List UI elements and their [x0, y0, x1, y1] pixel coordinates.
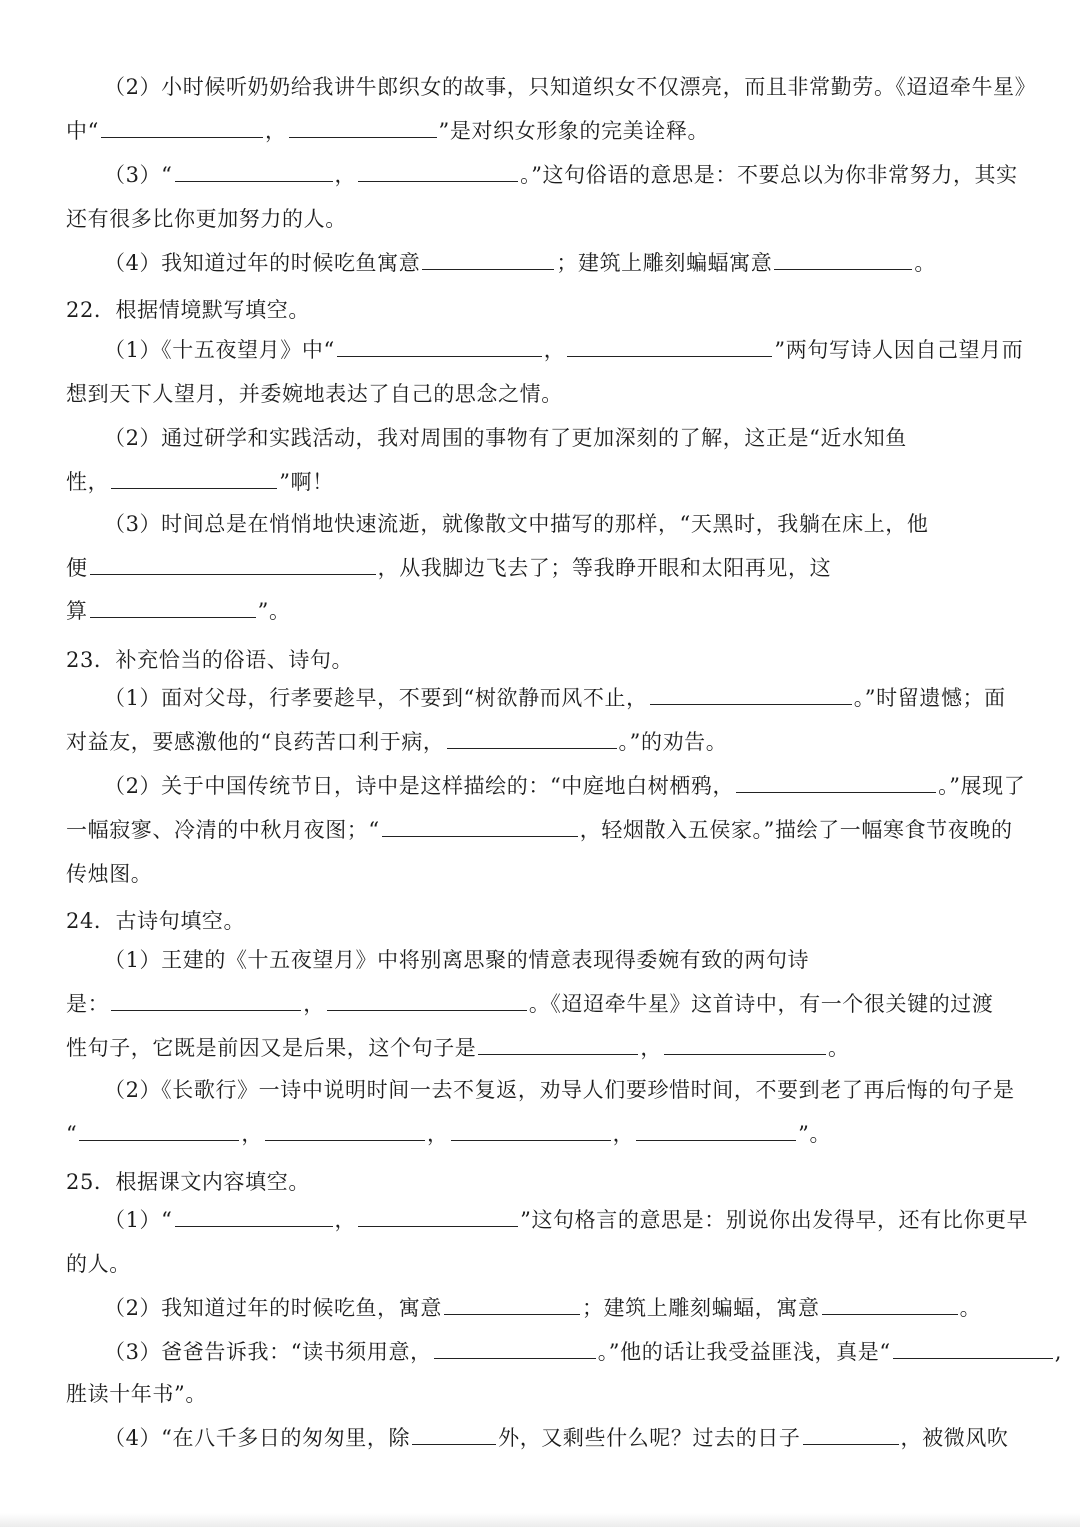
text-line: （3）爸爸告诉我：“读书须用意， 。”他的话让我受益匪浅，真是“ ,	[0, 1330, 1080, 1374]
fill-blank[interactable]	[90, 552, 376, 575]
fill-blank[interactable]	[358, 1204, 518, 1227]
text-line: （1）《十五夜望月》中“ ， ”两句写诗人因自己望月而	[0, 328, 1080, 372]
fill-blank[interactable]	[382, 814, 578, 837]
fill-blank[interactable]	[327, 988, 527, 1011]
text-line: （1）“ ， ”这句格言的意思是：别说你出发得早，还有比你更早	[0, 1198, 1080, 1242]
fill-blank[interactable]	[650, 682, 852, 705]
fill-blank[interactable]	[478, 1032, 638, 1055]
fill-blank[interactable]	[422, 247, 554, 270]
fill-blank[interactable]	[893, 1336, 1053, 1359]
text-line: （1）面对父母，行孝要趁早，不要到“树欲静而风不止， 。”时留遗憾；面	[0, 676, 1080, 720]
fill-blank[interactable]	[265, 1118, 425, 1141]
fill-blank[interactable]	[567, 334, 772, 357]
fill-blank[interactable]	[774, 247, 912, 270]
fill-blank[interactable]	[803, 1422, 899, 1445]
text-line: 的人。	[66, 1252, 131, 1276]
text-line: （4）“在八千多日的匆匆里，除 外，又剩些什么呢？过去的日子 ，被微风吹	[0, 1416, 1080, 1460]
fill-blank[interactable]	[175, 1204, 333, 1227]
text-line: 传烛图。	[66, 862, 153, 886]
text-line: 中“ ， ”是对织女形象的完美诠释。	[0, 109, 1080, 153]
fill-blank[interactable]	[444, 1292, 580, 1315]
text-line: 是： ， 。《迢迢牵牛星》这首诗中，有一个很关键的过渡	[0, 982, 1080, 1026]
fill-blank[interactable]	[736, 770, 936, 793]
text-line: “ ， ， ， ”。	[0, 1112, 1080, 1156]
text-line: （3）“ ， 。”这句俗语的意思是：不要总以为你非常努力，其实	[0, 153, 1080, 197]
text-line: （4）我知道过年的时候吃鱼寓意 ；建筑上雕刻蝙蝠寓意 。	[0, 241, 1080, 285]
text-line: （2）通过研学和实践活动，我对周围的事物有了更加深刻的了解，这正是“近水知鱼	[104, 426, 907, 450]
text-line: 一幅寂寥、冷清的中秋月夜图；“ ，轻烟散入五侯家。”描绘了一幅寒食节夜晚的	[0, 808, 1080, 852]
fill-blank[interactable]	[111, 466, 277, 489]
text-line: （2）小时候听奶奶给我讲牛郎织女的故事，只知道织女不仅漂亮，而且非常勤劳。《迢迢牵牛星》	[104, 75, 1037, 99]
section-heading: 22．根据情境默写填空。	[66, 298, 310, 322]
fill-blank[interactable]	[337, 334, 542, 357]
text-line: 算 ”。	[0, 589, 1080, 633]
section-heading: 23．补充恰当的俗语、诗句。	[66, 648, 354, 672]
page-edge-shadow	[0, 1513, 1080, 1527]
text-line: 想到天下人望月，并委婉地表达了自己的思念之情。	[66, 382, 563, 406]
fill-blank[interactable]	[822, 1292, 958, 1315]
fill-blank[interactable]	[111, 988, 301, 1011]
fill-blank[interactable]	[79, 1118, 239, 1141]
text-line: （2）我知道过年的时候吃鱼，寓意 ；建筑上雕刻蝙蝠，寓意 。	[0, 1286, 1080, 1330]
fill-blank[interactable]	[175, 159, 333, 182]
fill-blank[interactable]	[289, 115, 437, 138]
fill-blank[interactable]	[412, 1422, 496, 1445]
text-line: （1）王建的《十五夜望月》中将别离思聚的情意表现得委婉有致的两句诗	[104, 948, 810, 972]
text-line: （2）关于中国传统节日，诗中是这样描绘的：“中庭地白树栖鸦， 。”展现了	[0, 764, 1080, 808]
fill-blank[interactable]	[451, 1118, 611, 1141]
fill-blank[interactable]	[90, 595, 256, 618]
text-line: 还有很多比你更加努力的人。	[66, 207, 347, 231]
fill-blank[interactable]	[664, 1032, 826, 1055]
section-heading: 25．根据课文内容填空。	[66, 1170, 310, 1194]
text-line: 便 ，从我脚边飞去了；等我睁开眼和太阳再见，这	[0, 546, 1080, 590]
fill-blank[interactable]	[447, 726, 617, 749]
fill-blank[interactable]	[101, 115, 263, 138]
fill-blank[interactable]	[434, 1336, 596, 1359]
text-line: 胜读十年书”。	[66, 1382, 207, 1406]
text-line: 性句子，它既是前因又是后果，这个句子是 ， 。	[0, 1026, 1080, 1070]
text-line: （2）《长歌行》一诗中说明时间一去不复返，劝导人们要珍惜时间，不要到老了再后悔的句子是	[104, 1078, 1015, 1102]
text-line: （3）时间总是在悄悄地快速流逝，就像散文中描写的那样，“天黑时，我躺在床上，他	[104, 512, 929, 536]
section-heading: 24．古诗句填空。	[66, 909, 246, 933]
fill-blank[interactable]	[358, 159, 518, 182]
text-line: 性， ”啊！	[0, 460, 1080, 504]
fill-blank[interactable]	[636, 1118, 796, 1141]
text-line: 对益友，要感激他的“良药苦口利于病， 。”的劝告。	[0, 720, 1080, 764]
